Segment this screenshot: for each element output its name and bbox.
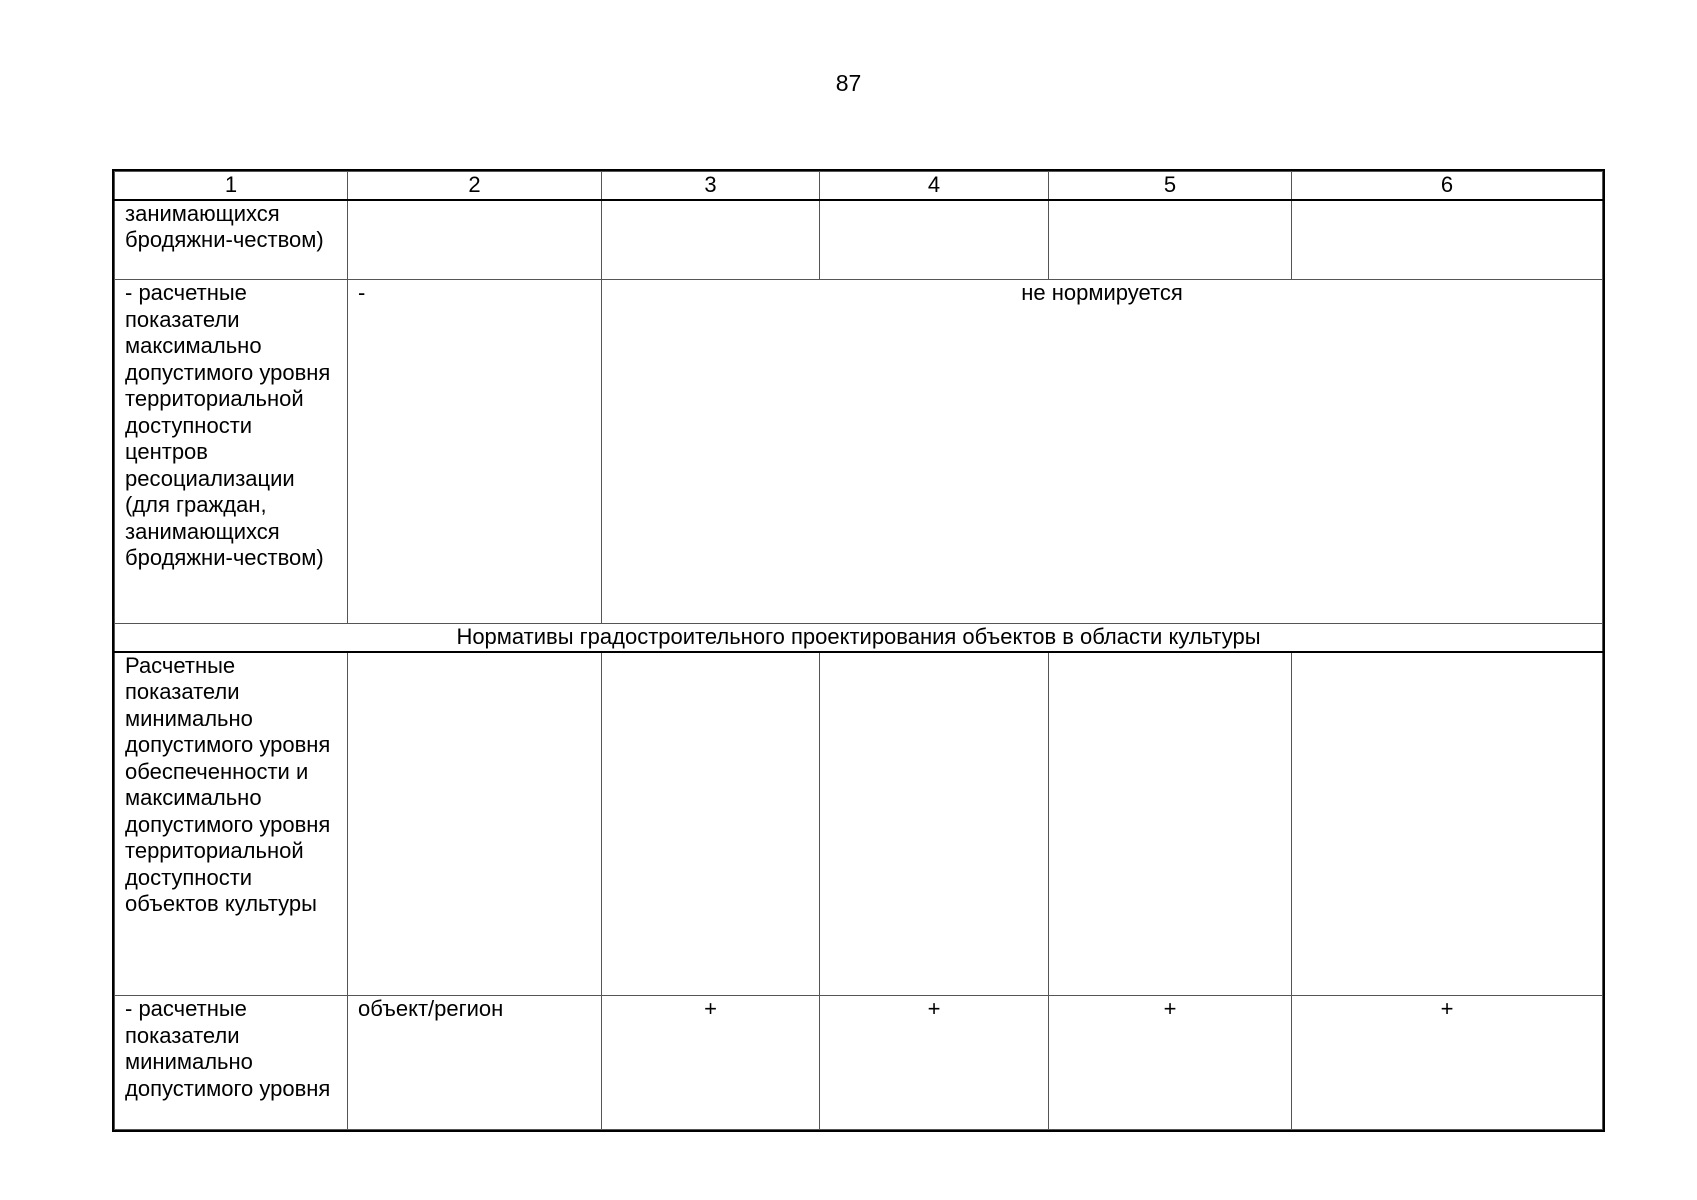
- table-row: [115, 280, 1603, 624]
- table-cell: [820, 652, 1049, 996]
- table-cell: [602, 652, 820, 996]
- row-label: занимающихся бродяжни-чеством): [115, 200, 348, 280]
- table-cell: [602, 200, 820, 280]
- plus-cell: +: [602, 996, 820, 1130]
- table-cell: [820, 200, 1049, 280]
- norms-table: [114, 171, 1603, 1130]
- header-col-5: 5: [1049, 172, 1292, 200]
- row-label: Расчетные показатели минимально допустимого уровня обеспеченности и максимально допустимого уровня территориальной доступности объектов культуры: [115, 652, 348, 996]
- row-label: - расчетные показатели минимально допустимого уровня: [115, 996, 348, 1130]
- header-col-4: 4: [820, 172, 1049, 200]
- merged-value-cell: не нормируется: [602, 280, 1603, 624]
- table-header-row: [115, 172, 1603, 200]
- table-cell: [1049, 200, 1292, 280]
- section-title: Нормативы градостроительного проектирования объектов в области культуры: [115, 624, 1603, 652]
- table-cell: [1049, 652, 1292, 996]
- table-row: [115, 652, 1603, 996]
- table-row: [115, 996, 1603, 1130]
- plus-cell: +: [1049, 996, 1292, 1130]
- unit-cell: -: [348, 280, 602, 624]
- header-col-3: 3: [602, 172, 820, 200]
- table-cell: [1292, 200, 1603, 280]
- header-col-6: 6: [1292, 172, 1603, 200]
- table-cell: [1292, 652, 1603, 996]
- plus-cell: +: [820, 996, 1049, 1130]
- table-cell: [348, 200, 602, 280]
- page-number: 87: [835, 70, 862, 96]
- plus-cell: +: [1292, 996, 1603, 1130]
- unit-cell: объект/регион: [348, 996, 602, 1130]
- table-cell: [348, 652, 602, 996]
- header-col-2: 2: [348, 172, 602, 200]
- table-row: [115, 200, 1603, 280]
- section-row: [115, 624, 1603, 652]
- header-col-1: 1: [115, 172, 348, 200]
- row-label: - расчетные показатели максимально допустимого уровня территориальной доступности центров ресоциализации (для граждан, занимающихся бродяжни-чеством): [115, 280, 348, 624]
